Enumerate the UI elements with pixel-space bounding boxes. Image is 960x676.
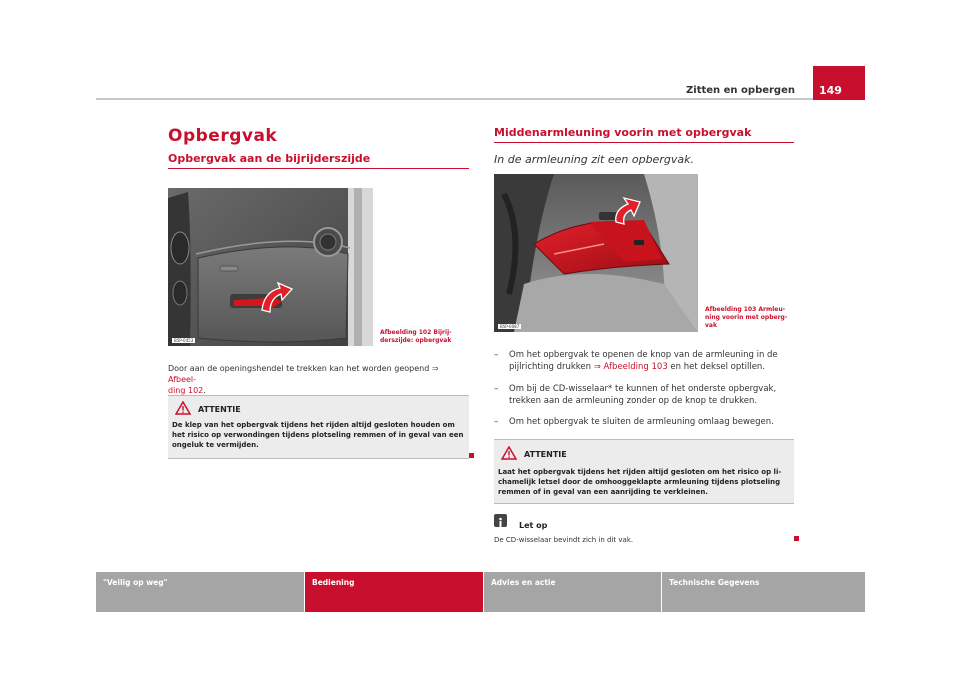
glovebox-photo (168, 188, 373, 346)
figure-link[interactable]: ⇒ Afbeelding 103 (593, 362, 668, 372)
figure-link[interactable]: ⇒ Afbeel- (168, 364, 439, 384)
warning-title: ATTENTIE (198, 405, 241, 414)
footer-tab-technical[interactable] (662, 572, 865, 612)
left-body-text (168, 363, 469, 396)
left-warning-box (168, 395, 469, 459)
caption-line: derszijde: opbergvak (380, 337, 452, 344)
figure-link[interactable]: ding 102 (168, 386, 204, 395)
bullet-text: pijlrichting drukken (509, 362, 594, 372)
left-section-rule (168, 168, 469, 169)
bullet-text: Om bij de CD-wisselaar* te kunnen of het onderste opbergvak, (509, 384, 777, 394)
right-column (494, 126, 794, 166)
page-heading: Opbergvak (168, 126, 278, 146)
page-number: 149 (819, 84, 842, 97)
figure-103-caption (705, 306, 787, 330)
bullet-text: trekken aan de armleuning zonder op de knop te drukken. (509, 396, 758, 406)
body-text: . (203, 386, 206, 395)
right-subheading: Middenarmleuning voorin met opbergvak (494, 126, 752, 139)
warning-text (498, 467, 781, 497)
caption-line: Afbeelding 103 Armleu- (705, 306, 786, 313)
footer-tab-safety[interactable] (96, 572, 304, 612)
figure-102-caption (380, 329, 452, 345)
caption-line: ning voorin met opberg- (705, 314, 788, 321)
warning-title: ATTENTIE (524, 450, 567, 459)
note-title: Let op (519, 521, 548, 530)
body-text: Door aan de openingshendel te trekken kan het worden geopend (168, 364, 432, 373)
footer-tab-label: Advies en actie (491, 578, 556, 587)
left-subheading: Opbergvak aan de bijrijderszijde (168, 152, 371, 165)
bullet-text: Om het opbergvak te sluiten de armleuning omlaag bewegen. (509, 417, 774, 427)
warning-line: remmen of in geval van een aanrijding te verkleinen. (498, 488, 708, 496)
left-column (168, 126, 469, 169)
footer-tab-label: Bediening (312, 578, 355, 587)
caption-line: Afbeelding 102 Bijrij- (380, 329, 452, 336)
bullet-dash: – (494, 417, 499, 427)
warning-line: het risico op verwondingen tijdens plotseling remmen of in geval van een (172, 431, 464, 439)
info-icon (494, 514, 507, 527)
footer-tab-label: "Veilig op weg" (103, 578, 168, 587)
right-warning-box (494, 439, 794, 504)
footer-tab-label: Technische Gegevens (669, 578, 760, 587)
warning-line: Laat het opbergvak tijdens het rijden altijd gesloten om het risico op li- (498, 468, 782, 476)
bullet-text: Om het opbergvak te openen de knop van de armleuning in de (509, 350, 778, 360)
section-title: Zitten en opbergen (686, 85, 795, 96)
intro-text: In de armleuning zit een opbergvak. (494, 153, 694, 166)
caption-line: vak (705, 322, 717, 329)
figure-code: B5P-0087 (500, 324, 520, 329)
right-section-rule (494, 142, 794, 143)
armrest-photo (494, 174, 698, 332)
footer-tab-advice[interactable] (484, 572, 661, 612)
page-number-box (813, 66, 865, 100)
footer-tab-operation[interactable] (305, 572, 483, 612)
header-rule (96, 98, 865, 100)
figure-code: B5P-0453 (174, 338, 194, 343)
section-end-marker (469, 453, 474, 458)
section-end-marker (794, 536, 799, 541)
warning-icon (175, 401, 191, 415)
warning-line: De klep van het opbergvak tijdens het rijden altijd gesloten houden om (172, 421, 455, 429)
bullet-text: en het deksel optillen. (667, 362, 766, 372)
bullet-dash: – (494, 384, 499, 394)
note-text: De CD-wisselaar bevindt zich in dit vak. (494, 536, 634, 544)
warning-line: ongeluk te vermijden. (172, 441, 259, 449)
warning-line: chamelijk letsel door de omhooggeklapte armleuning tijdens plotseling (498, 478, 781, 486)
bullet-dash: – (494, 350, 499, 360)
warning-text (172, 420, 464, 450)
warning-icon (501, 446, 517, 460)
